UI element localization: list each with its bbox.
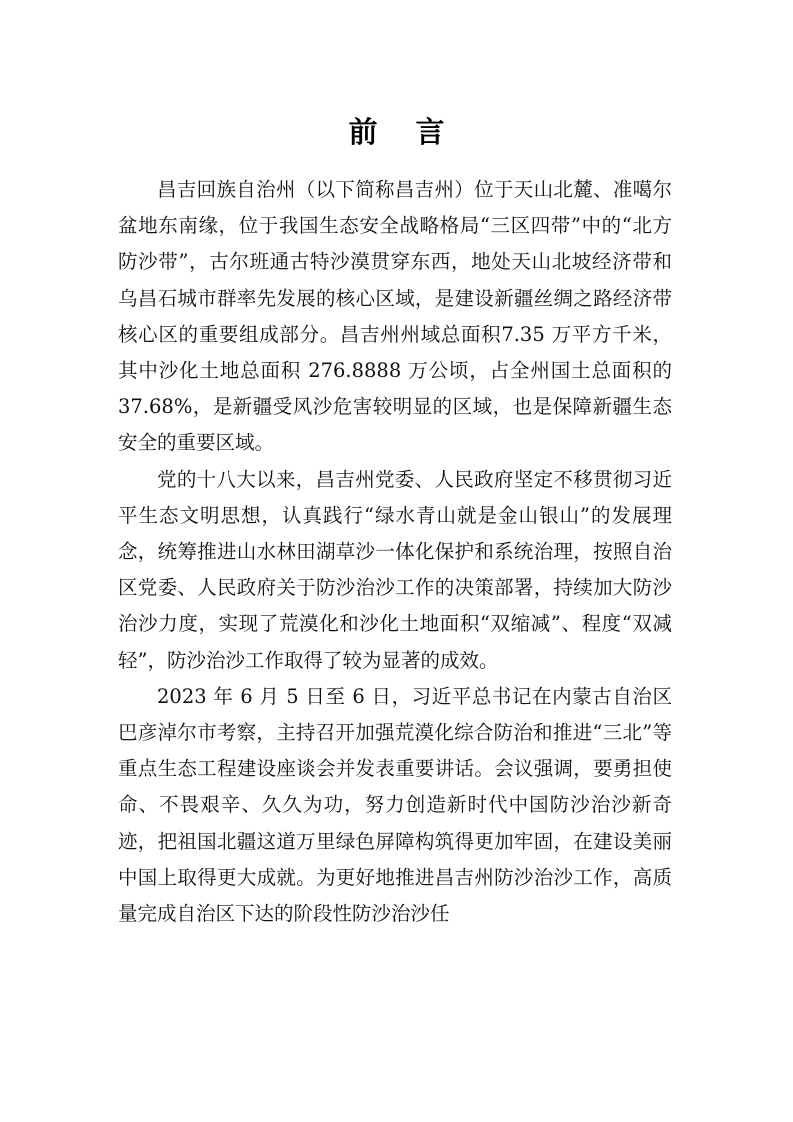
paragraph-background: 2023 年 6 月 5 日至 6 日，习近平总书记在内蒙古自治区巴彦淖尔市考察，主持召开加强荒漠化综合防治和推进“三北”等重点生态工程建设座谈会并发表重要讲话。会议强调，要勇担使命、不畏艰辛、久久为功，努力创造新时代中国防沙治沙新奇迹，把祖国北疆这道万里绿色屏障构筑得更加牢固，在建设美丽中国上取得更大成就。为更好地推进昌吉州防沙治沙工作，高质量完成自治区下达的阶段性防沙治沙任	[118, 684, 672, 926]
paragraph-intro: 昌吉回族自治州（以下简称昌吉州）位于天山北麓、准噶尔盆地东南缘，位于我国生态安全战略格局“三区四带”中的“北方防沙带”，古尔班通古特沙漠贯穿东西，地处天山北坡经济带和乌昌石城市群率先发展的核心区域，是建设新疆丝绸之路经济带核心区的重要组成部分。昌吉州州域总面积7.35 万平方千米，其中沙化土地总面积 276.8888 万公顷，占全州国土总面积的 37.68%，是新疆受风沙危害较明显的区域，也是保障新疆生态安全的重要区域。	[118, 178, 672, 455]
page-title: 前 言	[348, 115, 459, 149]
paragraph-achievements: 党的十八大以来，昌吉州党委、人民政府坚定不移贯彻习近平生态文明思想，认真践行“绿水青山就是金山银山”的发展理念，统筹推进山水林田湖草沙一体化保护和系统治理，按照自治区党委、人民政府关于防沙治沙工作的决策部署，持续加大防沙治沙力度，实现了荒漠化和沙化土地面积“双缩减”、程度“双减轻”，防沙治沙工作取得了较为显著的成效。	[118, 467, 672, 672]
document-body	[118, 172, 672, 932]
